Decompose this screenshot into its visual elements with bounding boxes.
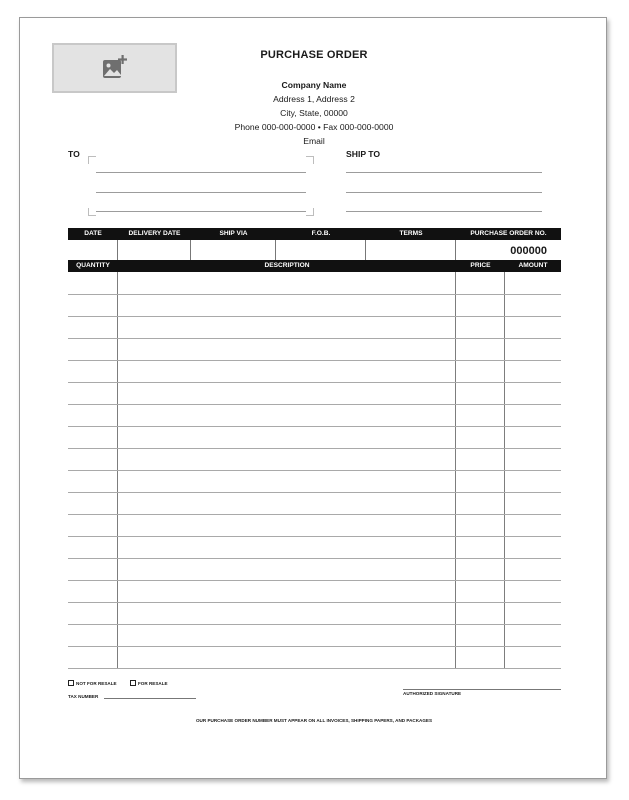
for-resale-option[interactable] — [130, 680, 168, 686]
item-row-line — [68, 404, 561, 405]
fob-cell[interactable] — [276, 240, 366, 260]
company-address: Address 1, Address 2 — [273, 94, 355, 104]
company-block — [20, 78, 608, 148]
item-row-line — [68, 602, 561, 603]
for-resale-checkbox[interactable] — [130, 680, 136, 686]
to-corner-br — [306, 208, 314, 216]
to-corner-tl — [88, 156, 96, 164]
item-row-line — [68, 558, 561, 559]
date-header: DATE — [84, 230, 102, 237]
item-row-line — [68, 514, 561, 515]
order-info-header — [68, 228, 561, 240]
company-email: Email — [303, 136, 325, 146]
footer-notice: OUR PURCHASE ORDER NUMBER MUST APPEAR ON ALL INVOICES, SHIPPING PAPERS, AND PACKAGES — [195, 718, 433, 723]
to-address-line-1[interactable] — [96, 172, 306, 173]
terms-cell[interactable] — [366, 240, 456, 260]
company-name: Company Name — [281, 80, 347, 90]
document-title: PURCHASE ORDER — [260, 49, 368, 61]
item-row-line — [68, 294, 561, 295]
item-row-line — [68, 338, 561, 339]
fob-header: F.O.B. — [311, 230, 331, 237]
delivery-date-header: DELIVERY DATE — [128, 230, 181, 237]
date-cell[interactable] — [68, 240, 118, 260]
ship-via-header: SHIP VIA — [219, 230, 248, 237]
to-corner-tr — [306, 156, 314, 164]
delivery-date-cell[interactable] — [118, 240, 191, 260]
po-number-value[interactable]: 000000 — [510, 245, 547, 257]
item-row-line — [68, 360, 561, 361]
po-number-header: PURCHASE ORDER NO. — [470, 230, 547, 237]
item-row-line — [68, 316, 561, 317]
item-row-line — [68, 580, 561, 581]
signature-line[interactable] — [403, 689, 561, 690]
for-resale-label: FOR RESALE — [138, 680, 168, 686]
tax-number-line[interactable] — [104, 698, 196, 699]
item-row-line — [68, 624, 561, 625]
items-body[interactable] — [68, 272, 561, 668]
quantity-header: QUANTITY — [76, 262, 110, 269]
item-row-line — [68, 470, 561, 471]
company-contact: Phone 000-000-0000 • Fax 000-000-0000 — [234, 122, 394, 132]
item-row-line — [68, 536, 561, 537]
to-address-line-3[interactable] — [96, 211, 306, 212]
company-city: City, State, 00000 — [280, 108, 348, 118]
price-header: PRICE — [470, 262, 491, 269]
ship-to-label: SHIP TO — [346, 149, 381, 159]
authorized-signature-label: AUTHORIZED SIGNATURE — [403, 691, 462, 696]
purchase-order-sheet — [19, 17, 607, 779]
to-label: TO — [68, 149, 80, 159]
description-header: DESCRIPTION — [264, 262, 310, 269]
item-row-line — [68, 646, 561, 647]
ship-to-address-line-1[interactable] — [346, 172, 542, 173]
to-address-line-2[interactable] — [96, 192, 306, 193]
item-row-line — [68, 492, 561, 493]
tax-number-label: TAX NUMBER — [68, 694, 99, 699]
ship-via-cell[interactable] — [191, 240, 276, 260]
order-info-values — [68, 240, 561, 260]
ship-to-address-line-2[interactable] — [346, 192, 542, 193]
not-for-resale-option[interactable] — [68, 680, 117, 686]
to-corner-bl — [88, 208, 96, 216]
ship-to-address-line-3[interactable] — [346, 211, 542, 212]
item-row-line — [68, 426, 561, 427]
item-row-line — [68, 668, 561, 669]
amount-header: AMOUNT — [518, 262, 548, 269]
item-row-line — [68, 448, 561, 449]
items-header — [68, 260, 561, 272]
not-for-resale-checkbox[interactable] — [68, 680, 74, 686]
item-row-line — [68, 382, 561, 383]
terms-header: TERMS — [399, 230, 423, 237]
not-for-resale-label: NOT FOR RESALE — [76, 680, 117, 686]
